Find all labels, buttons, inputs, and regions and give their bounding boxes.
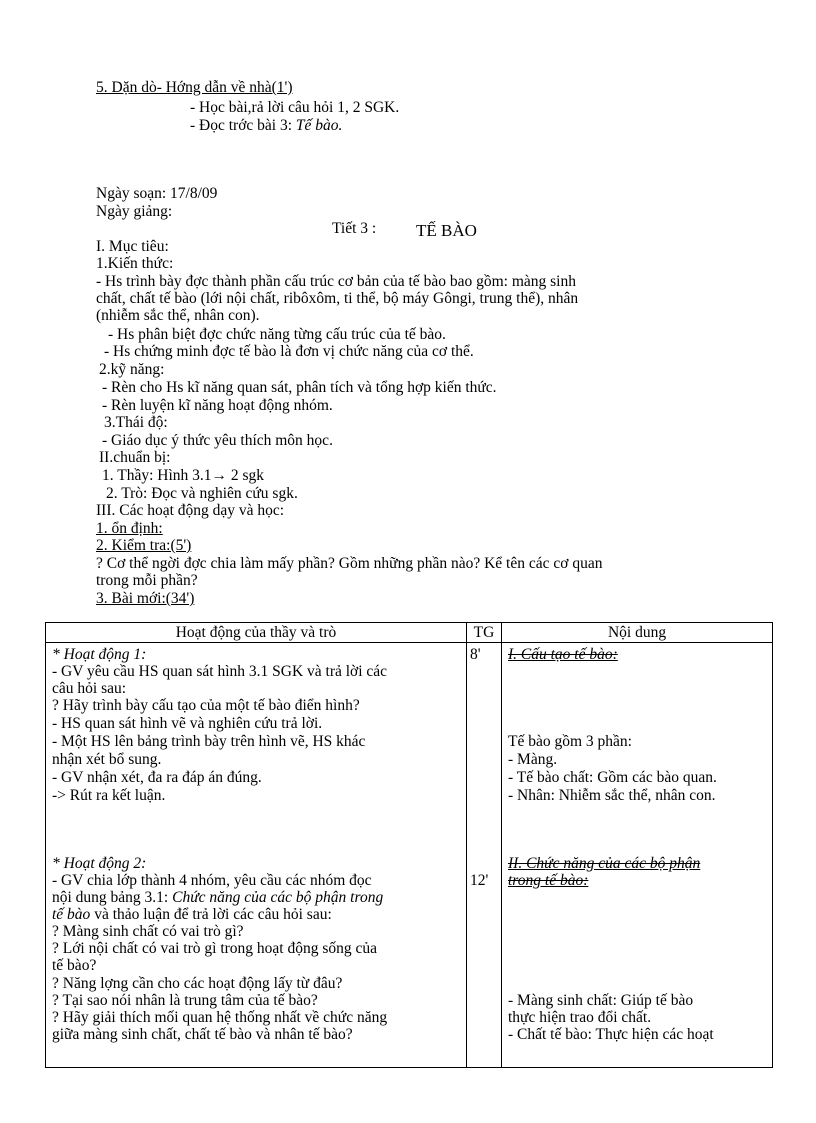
header-time: TG — [467, 623, 502, 643]
activities-cell — [46, 643, 467, 1068]
kiem-tra-question-2: trong mỗi phần? — [96, 572, 198, 589]
hd2-line-3-text: và thảo luận để trả lời các câu hỏi sau: — [90, 906, 332, 923]
lesson-number: Tiết 3 : — [332, 220, 377, 237]
content-section-2-title-2: trong tế bào: — [508, 872, 589, 889]
hd1-line-1: - GV yêu cầu HS quan sát hình 3.1 SGK và trả lời các — [52, 663, 388, 680]
hd2-line-9: ? Hãy giải thích mối quan hệ thống nhất về chức năng — [52, 1009, 388, 1026]
kien-thuc-heading: 1.Kiến thức: — [96, 255, 174, 272]
lesson-title: TẾ BÀO — [416, 221, 477, 240]
content-section-2-line-3: - Chất tế bào: Thực hiện các hoạt — [508, 1026, 714, 1043]
thai-do-heading: 3.Thái độ: — [104, 414, 168, 431]
content-section-2-line-2: thực hiện trao đổi chất. — [508, 1009, 652, 1026]
chuan-bi-tro: 2. Trò: Đọc và nghiên cứu sgk. — [106, 485, 298, 502]
hoat-dong-heading: III. Các hoạt động dạy và học: — [96, 502, 285, 519]
kien-thuc-line-4: - Hs phân biệt đợc chức năng từng cấu trúc của tế bào. — [108, 326, 446, 343]
time-activity-1: 8' — [470, 646, 481, 663]
hd1-line-4: - HS quan sát hình vẽ và nghiên cứu trả lời. — [52, 715, 323, 732]
hd2-line-3 — [52, 906, 332, 923]
chuan-bi-thay-suffix: 2 sgk — [227, 467, 265, 484]
ngay-giang: Ngày giảng: — [96, 203, 173, 220]
hd2-line-6: tế bào? — [52, 957, 97, 974]
chuan-bi-thay — [102, 467, 264, 484]
dan-do-item-2-text: - Đọc trớc bài 3: — [190, 117, 293, 134]
time-cell — [467, 643, 502, 1068]
hd2-line-1: - GV chia lớp thành 4 nhóm, yêu cầu các nhóm đọc — [52, 872, 372, 889]
content-section-2-line-1: - Màng sinh chất: Giúp tế bào — [508, 992, 694, 1009]
ky-nang-line-1: - Rèn cho Hs kĩ năng quan sát, phân tích và tổng hợp kiến thức. — [102, 379, 497, 396]
header-content: Nội dung — [502, 623, 773, 643]
kien-thuc-line-2: chất, chất tế bào (lới nội chất, ribôxôm, ti thể, bộ máy Gôngi, trung thể), nhân — [96, 290, 579, 307]
content-section-1-line-1: Tế bào gồm 3 phần: — [508, 733, 632, 750]
hd2-line-10: giữa màng sinh chất, chất tế bào và nhân tế bào? — [52, 1026, 353, 1043]
content-section-1-line-3: - Tế bào chất: Gồm các bào quan. — [508, 769, 717, 786]
kiem-tra-question-1: ? Cơ thể ngời đợc chia làm mấy phần? Gồm những phần nào? Kể tên các cơ quan — [96, 555, 603, 572]
content-section-1-line-4: - Nhân: Nhiễm sắc thể, nhân con. — [508, 787, 716, 804]
on-dinh-heading: 1. ổn định: — [96, 520, 163, 537]
hd2-line-3-italic: tế bào — [52, 906, 91, 923]
hd1-line-6: nhận xét bổ sung. — [52, 751, 162, 768]
dan-do-item-1: - Học bài,rả lời câu hỏi 1, 2 SGK. — [190, 99, 400, 116]
chuan-bi-heading: II.chuẩn bị: — [99, 449, 171, 466]
content-cell — [502, 643, 773, 1068]
bai-moi-heading: 3. Bài mới:(34') — [96, 590, 195, 607]
table-row — [46, 643, 773, 1068]
thai-do-line-1: - Giáo dục ý thức yêu thích môn học. — [102, 432, 333, 449]
ky-nang-line-2: - Rèn luyện kĩ năng hoạt động nhóm. — [102, 397, 333, 414]
hd2-line-2-text: nội dung bảng 3.1: — [52, 889, 169, 906]
hd1-line-3: ? Hãy trình bày cấu tạo của một tế bào điển hình? — [52, 697, 360, 714]
hd1-line-5: - Một HS lên bảng trình bày trên hình vẽ, HS khác — [52, 733, 366, 750]
content-section-1-line-2: - Màng. — [508, 751, 558, 768]
muc-tieu-heading: I. Mục tiêu: — [96, 238, 169, 255]
table-header-row — [46, 623, 773, 643]
hd1-line-8: -> Rút ra kết luận. — [52, 787, 166, 804]
hd2-line-7: ? Năng lợng cần cho các hoạt động lấy từ đâu? — [52, 975, 343, 992]
hd2-title: * Hoạt động 2: — [52, 855, 147, 872]
hd2-line-4: ? Màng sinh chất có vai trò gì? — [52, 923, 244, 940]
kien-thuc-line-5: - Hs chứng minh đợc tế bào là đơn vị chức năng của cơ thể. — [104, 343, 474, 360]
hd1-title: * Hoạt động 1: — [52, 646, 147, 663]
hd1-line-7: - GV nhận xét, đa ra đáp án đúng. — [52, 769, 262, 786]
header-activities: Hoạt động của thầy và trò — [46, 623, 467, 643]
time-activity-2: 12' — [470, 872, 489, 889]
hd2-line-2-italic: Chức năng của các bộ phận trong — [172, 889, 384, 906]
dan-do-heading: 5. Dặn dò- Hớng dẫn về nhà(1') — [96, 79, 293, 96]
hd1-line-2: câu hỏi sau: — [52, 680, 127, 697]
hd2-line-2 — [52, 889, 383, 906]
kien-thuc-line-3: (nhiễm sắc thể, nhân con). — [96, 307, 260, 324]
hd2-line-5: ? Lới nội chất có vai trò gì trong hoạt động sống của — [52, 940, 378, 957]
content-section-2-title-1: II. Chức năng của các bộ phận — [508, 855, 701, 872]
kiem-tra-heading: 2. Kiểm tra:(5') — [96, 537, 192, 554]
dan-do-item-2-italic: Tế bào. — [295, 117, 343, 134]
ky-nang-heading: 2.kỹ năng: — [99, 361, 165, 378]
content-section-1-title: I. Cấu tạo tế bào: — [508, 646, 618, 663]
kien-thuc-line-1: - Hs trình bày đợc thành phần cấu trúc cơ bản của tế bào bao gồm: màng sinh — [96, 273, 576, 290]
lesson-table — [45, 622, 773, 1068]
chuan-bi-thay-text: 1. Thầy: Hình 3.1 — [102, 467, 212, 484]
hd2-line-8: ? Tại sao nói nhân là trung tâm của tế bào? — [52, 992, 318, 1009]
ngay-soan: Ngày soạn: 17/8/09 — [96, 185, 218, 202]
dan-do-item-2 — [190, 117, 342, 134]
arrow-right-icon: → — [211, 467, 227, 484]
